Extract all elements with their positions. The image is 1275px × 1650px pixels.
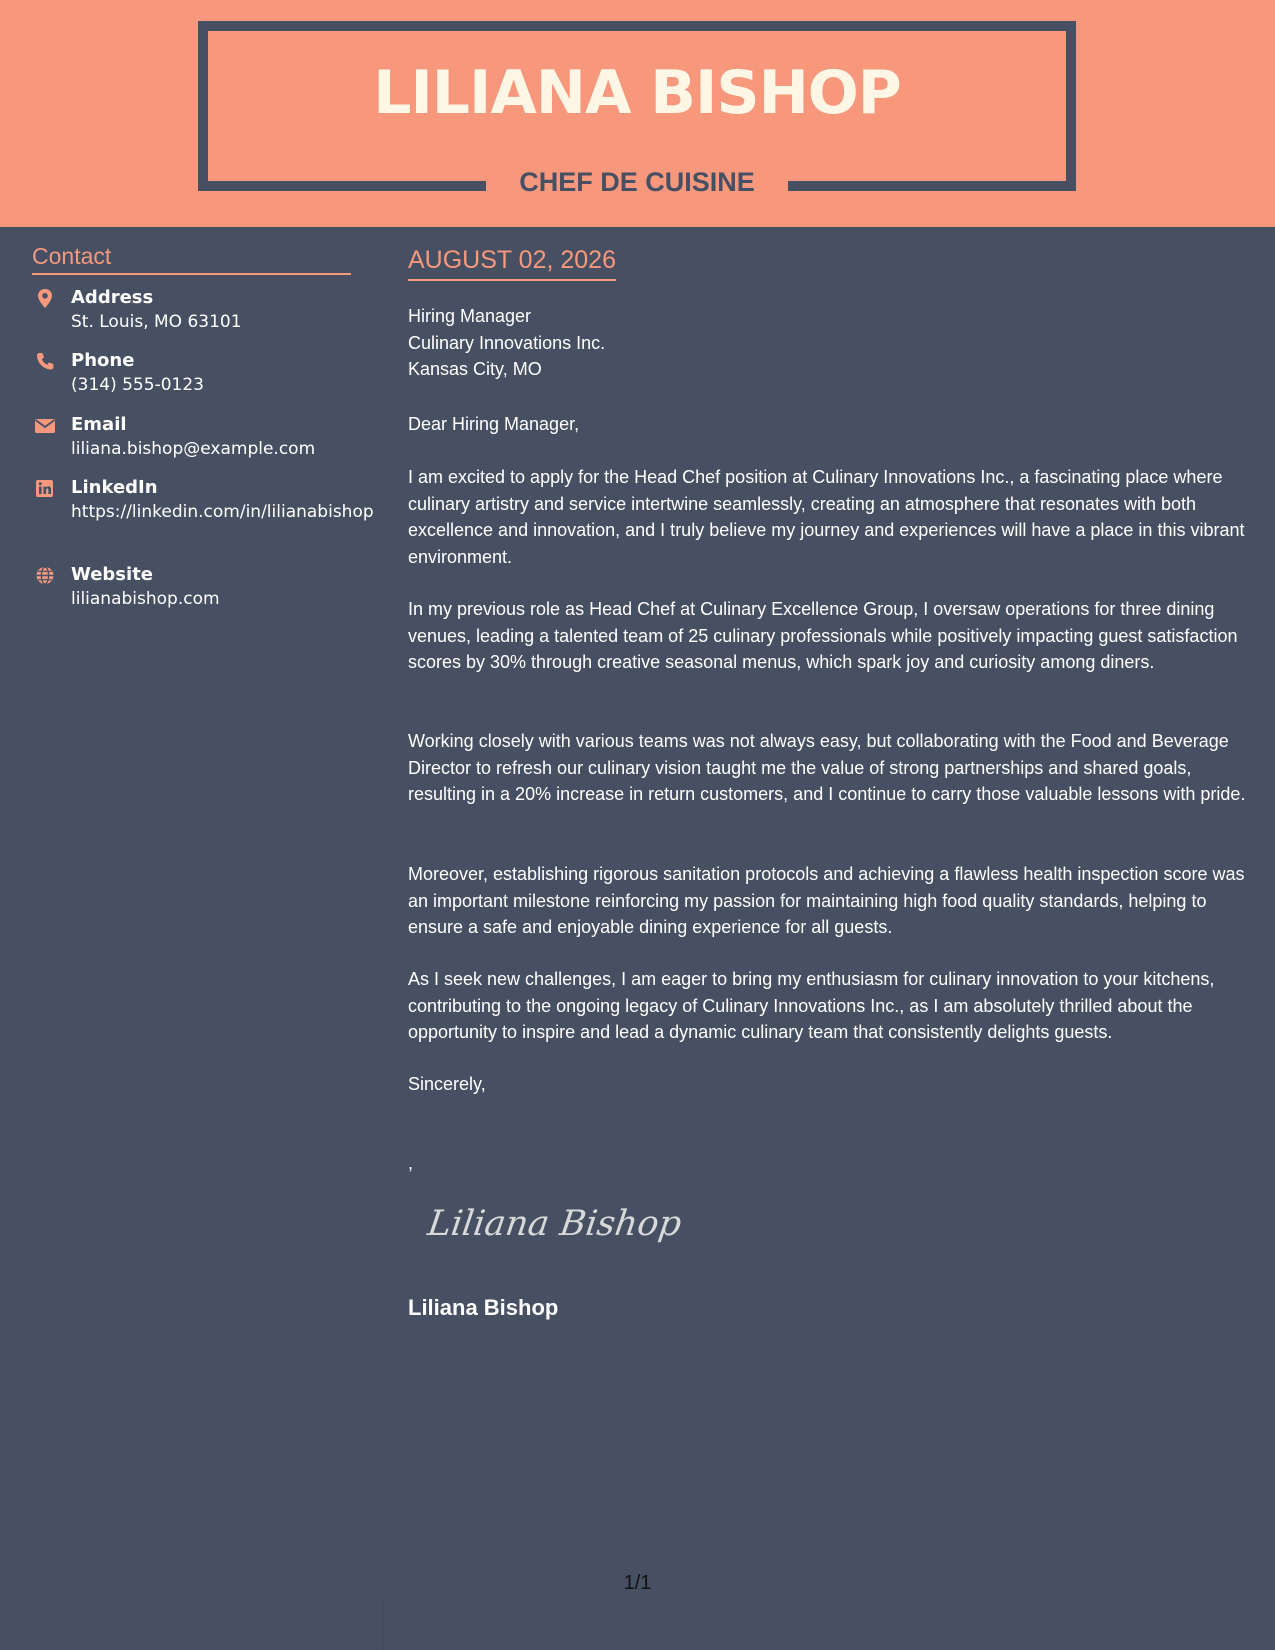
globe-icon [32,563,58,589]
letter-date: AUGUST 02, 2026 [408,245,616,281]
contact-label: LinkedIn [71,477,158,498]
job-title: CHEF DE CUISINE [519,167,755,197]
contact-label: Address [71,287,154,308]
recipient-block [408,303,1253,383]
column-divider [382,1600,383,1650]
recipient-line: Hiring Manager [408,306,532,326]
body-paragraph: Working closely with various teams was not always easy, but collaborating with the Food and Beverage Director to refresh our culinary vision taught me the value of strong partnerships and shared goals, resulting in a 20% increase in return customers, and I continue to carry those valuable lessons with pride. [408,731,1246,804]
contact-label: Phone [71,350,135,371]
body-paragraph: In my previous role as Head Chef at Culinary Excellence Group, I oversaw operations for three dining venues, leading a talented team of 25 culinary professionals while positively impacting guest satisfaction scores by 30% through creative seasonal menus, which spark joy and curiosity among diners. [408,599,1238,672]
body-paragraph: Moreover, establishing rigorous sanitation protocols and achieving a flawless health inspection score was an important milestone reinforcing my passion for maintaining high food quality standards, helping to ensure a safe and enjoyable dining experience for all guests. [408,864,1245,937]
envelope-icon [32,413,58,439]
contact-label: Email [71,414,127,435]
closing-comma: , [408,1153,414,1173]
body-paragraph: I am excited to apply for the Head Chef position at Culinary Innovations Inc., a fascinating place where culinary artistry and service intertwine seamlessly, creating an atmosphere that resonates with both excellence and innovation, and I truly believe my journey and experiences will have a place in this vibrant environment. [408,467,1245,567]
contact-value: (314) 555-0123 [71,375,204,395]
phone-icon [32,349,58,375]
signature-image: Liliana Bishop [425,1204,684,1244]
page-number: 1/1 [623,1572,652,1594]
contact-value: St. Louis, MO 63101 [71,312,242,332]
recipient-line: Kansas City, MO [408,359,542,379]
applicant-name: LILIANA BISHOP [373,58,901,128]
salutation: Dear Hiring Manager, [408,414,580,434]
header-banner [0,0,1275,227]
contact-value[interactable]: https://linkedin.com/in/lilianabishop [71,502,374,522]
map-pin-icon [32,286,58,312]
signatory-name: Liliana Bishop [408,1295,559,1320]
contact-value: liliana.bishop@example.com [71,439,316,459]
linkedin-icon [32,476,58,502]
recipient-line: Culinary Innovations Inc. [408,332,606,353]
header-frame-bottom-right [788,181,1076,191]
contact-value[interactable]: lilianabishop.com [71,589,220,609]
contact-heading: Contact [32,242,351,275]
header-frame-bottom-left [198,181,486,191]
closing: Sincerely, [408,1074,486,1094]
contact-label: Website [71,564,154,585]
body-paragraph: As I seek new challenges, I am eager to bring my enthusiasm for culinary innovation to your kitchens, contributing to the ongoing legacy of Culinary Innovations Inc., as I am absolutely thrilled about the opportunity to inspire and lead a dynamic culinary team that consistently delights guests. [408,969,1215,1042]
